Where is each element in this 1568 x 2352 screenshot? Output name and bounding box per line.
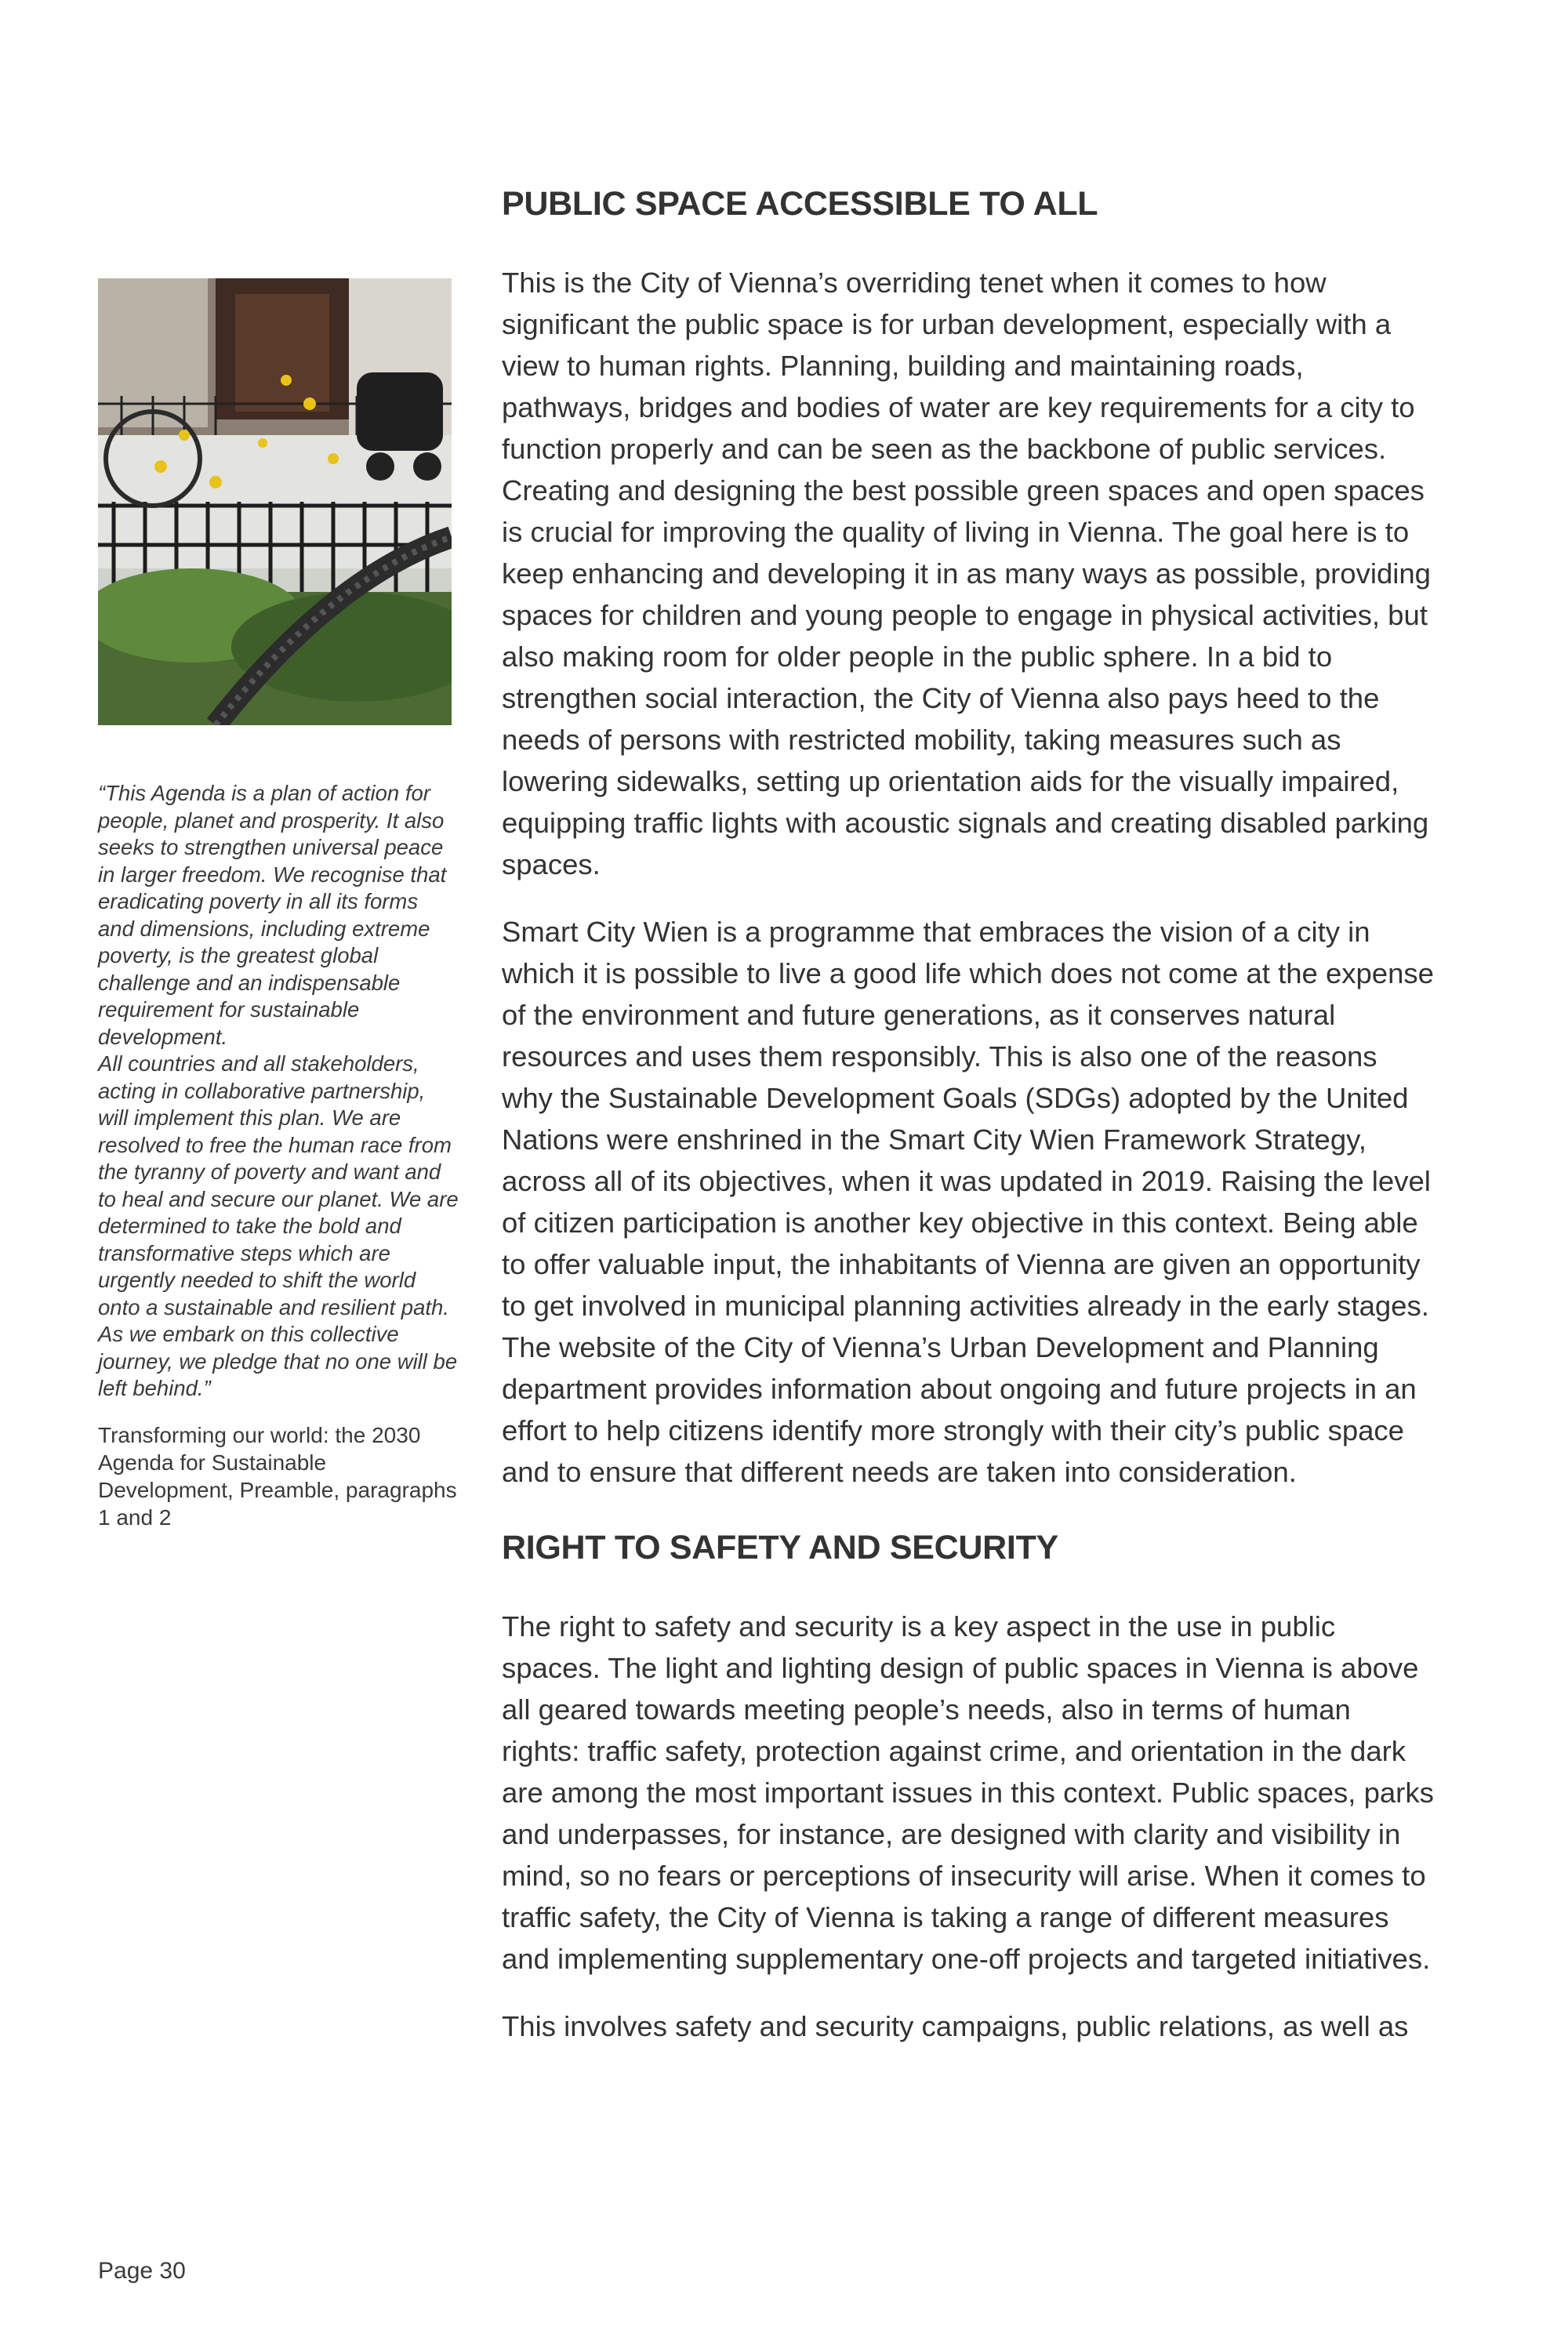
section-heading-safety: RIGHT TO SAFETY AND SECURITY: [502, 1529, 1058, 1566]
page-number: Page 30: [98, 2258, 186, 2284]
main-content: [502, 180, 1435, 2047]
agenda-quote: “This Agenda is a plan of action for people, planet and prosperity. It also seeks to strengthen universal peace in larger freedom. We recognise that eradicating poverty in all its forms and dimensions, including extreme poverty, is the greatest global challenge and an indispensable requirement for sustainable development. All countries and all stakeholders, acting in collaborative partnership, will implement this plan. We are resolved to free the human race from the tyranny of poverty and want and to heal and secure our planet. We are determined to take the bold and transformative steps which are urgently needed to shift the world onto a sustainable and resilient path. As we embark on this collective journey, we pledge that no one will be left behind.”: [98, 781, 459, 1400]
paragraph-public-space-1: This is the City of Vienna’s overriding tenet when it comes to how significant the public space is for urban development, especially with a view to human rights. Planning, building and maintaining roads, pathways, bridges and bodies of water are key requirements for a city to function properly and can be seen as the backbone of public services. Creating and designing the best possible green spaces and open spaces is crucial for improving the quality of living in Vienna. The goal here is to keep enhancing and developing it in as many ways as possible, providing spaces for children and young people to engage in physical activities, but also making room for older people in the public sphere. In a bid to strengthen social interaction, the City of Vienna also pays heed to the needs of persons with restricted mobility, taking measures such as lowering sidewalks, setting up orientation aids for the visually impaired, equipping traffic lights with acoustic signals and creating disabled parking spaces.: [502, 267, 1431, 880]
sidebar: [98, 278, 459, 1531]
section-heading-public-space: PUBLIC SPACE ACCESSIBLE TO ALL: [502, 185, 1098, 223]
quote-source: Transforming our world: the 2030 Agenda for Sustainable Development, Preamble, paragraphs 1 and 2: [98, 1422, 457, 1530]
street-photo: [98, 278, 452, 725]
paragraph-safety-1: The right to safety and security is a key aspect in the use in public spaces. The light and lighting design of public spaces in Vienna is above all geared towards meeting people’s needs, also in terms of human rights: traffic safety, protection against crime, and orientation in the dark are among the most important issues in this context. Public spaces, parks and underpasses, for instance, are designed with clarity and visibility in mind, so no fears or perceptions of insecurity will arise. When it comes to traffic safety, the City of Vienna is taking a range of different measures and implementing supplementary one-off projects and targeted initiatives.: [502, 1610, 1434, 1975]
paragraph-safety-2: This involves safety and security campaigns, public relations, as well as: [502, 2010, 1409, 2042]
paragraph-public-space-2: Smart City Wien is a programme that embraces the vision of a city in which it is possible to live a good life which does not come at the expense of the environment and future generations, as it conserves natural resources and uses them responsibly. This is also one of the reasons why the Sustainable Development Goals (SDGs) adopted by the United Nations were enshrined in the Smart City Wien Framework Strategy, across all of its objectives, when it was updated in 2019. Raising the level of citizen participation is another key objective in this context. Being able to offer valuable input, the inhabitants of Vienna are given an opportunity to get involved in municipal planning activities already in the early stages. The website of the City of Vienna’s Urban Development and Planning department provides information about ongoing and future projects in an effort to help citizens identify more strongly with their city’s public space and to ensure that different needs are taken into consideration.: [502, 916, 1434, 1488]
